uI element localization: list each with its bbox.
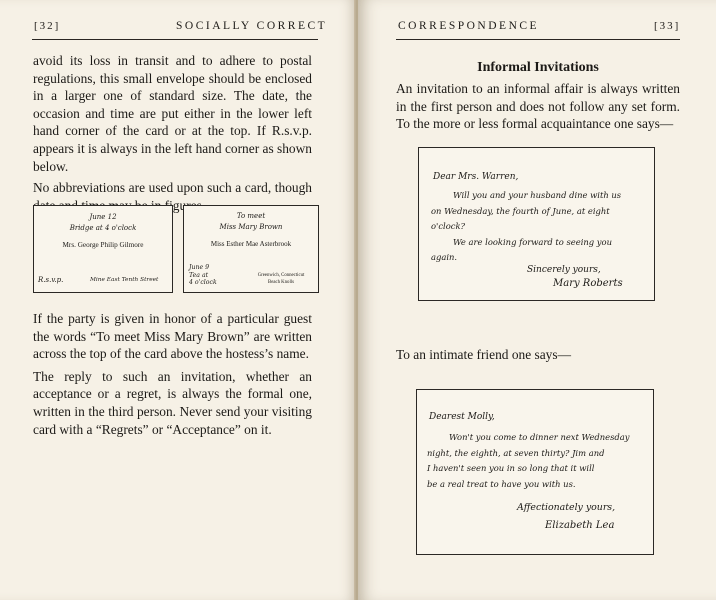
card-place-line: Beach Knolls xyxy=(268,280,294,285)
intro-paragraph: An invitation to an informal affair is always written in the first person and does not follow any set form. To the more or less formal acquaintance one says— xyxy=(396,81,680,132)
running-head: SOCIALLY CORRECT xyxy=(176,20,328,32)
card-hostess-name: Miss Esther Mae Asterbrook xyxy=(210,240,292,248)
card-date-line: Tea at xyxy=(189,271,209,279)
card-occasion: Bridge at 4 o'clock xyxy=(69,224,137,232)
card-guest-name: Miss Mary Brown xyxy=(219,223,283,231)
note-line: Won't you come to dinner next Wednesday xyxy=(449,432,630,442)
note-line: o'clock? xyxy=(431,221,466,231)
paragraph: If the party is given in honor of a particular guest the words “To meet Miss Mary Brown” are written across the top of the card above the hostess’s name. xyxy=(33,311,312,362)
note-line: We are looking forward to seeing you xyxy=(453,236,612,247)
note-line: on Wednesday, the fourth of June, at eight xyxy=(431,205,610,216)
note-signature: Mary Roberts xyxy=(553,278,623,289)
card-date-time xyxy=(189,264,217,287)
card-date-line: 4 o'clock xyxy=(189,279,217,286)
invitation-card-one xyxy=(33,205,173,293)
note-body xyxy=(427,430,647,492)
header-rule xyxy=(396,39,680,40)
card-to-meet: To meet xyxy=(236,212,266,220)
card-date: June 12 xyxy=(89,213,117,221)
paragraph: The reply to such an invitation, whether an acceptance or a regret, is always the formal one, written in the third person. Never send your visiting card with a “Regrets” or “Acceptance” on it. xyxy=(33,368,312,437)
header-rule xyxy=(32,39,318,40)
page-number: [33] xyxy=(654,20,681,32)
note-salutation: Dearest Molly, xyxy=(429,412,495,422)
card-date-line: June 9 xyxy=(189,264,210,271)
note-line: I haven't seen you in so long that it will xyxy=(427,463,595,473)
note-line: night, the eighth, at seven thirty? Jim and xyxy=(427,447,605,458)
note-body xyxy=(431,188,643,266)
running-head: CORRESPONDENCE xyxy=(398,20,540,32)
left-body-bottom xyxy=(33,310,312,438)
note-line: Will you and your husband dine with us xyxy=(453,190,622,200)
invitation-card-two xyxy=(183,205,319,293)
card-rsvp: R.s.v.p. xyxy=(38,276,64,284)
note-closing: Sincerely yours, xyxy=(527,265,601,275)
note-card-intimate xyxy=(416,389,654,555)
left-body-top xyxy=(33,52,312,214)
card-place-line: Greenwich, Connecticut xyxy=(257,273,305,278)
note-line: be a real treat to have you with us. xyxy=(427,478,576,489)
note-card-formal xyxy=(418,147,655,301)
card-place xyxy=(248,272,314,286)
card-address: Mine East Tenth Street xyxy=(90,277,159,283)
card-hostess-name: Mrs. George Philip Gilmore xyxy=(62,241,144,249)
paragraph: avoid its loss in transit and to adhere to postal regulations, this small envelope should be enclosed in a larger one of standard size. The date, the occasion and time are put either in the lower left hand corner of the card or at the top. If R.s.v.p. appears it is always in the left hand corner as shown below. xyxy=(33,53,312,174)
note-signature: Elizabeth Lea xyxy=(545,520,615,531)
note-closing: Affectionately yours, xyxy=(517,502,616,513)
paragraph: No abbreviations are used upon such a card, though xyxy=(33,180,312,196)
section-heading: Informal Invitations xyxy=(477,60,599,75)
note-line: again. xyxy=(431,252,458,262)
page-number: [32] xyxy=(34,20,61,32)
right-page xyxy=(358,0,716,600)
left-page xyxy=(0,0,356,600)
note-salutation: Dear Mrs. Warren, xyxy=(433,172,519,182)
between-paragraph: To an intimate friend one says— xyxy=(396,347,571,362)
